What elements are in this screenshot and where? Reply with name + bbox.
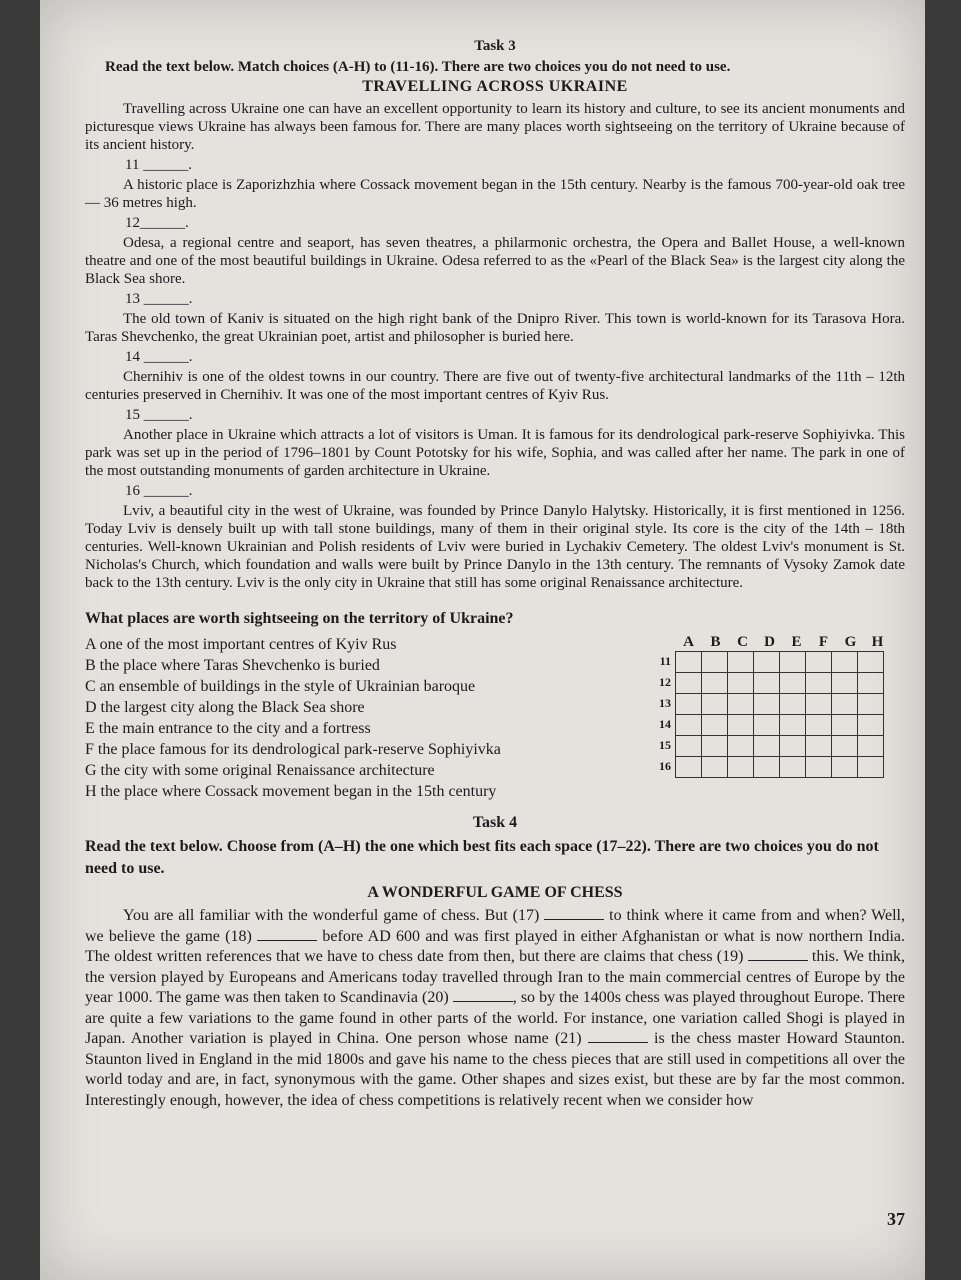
answer-cell[interactable] — [831, 651, 858, 673]
task4-heading: A WONDERFUL GAME OF CHESS — [367, 884, 623, 901]
page-content — [85, 38, 905, 1111]
answer-cell[interactable] — [701, 693, 728, 715]
answer-cell[interactable] — [805, 693, 832, 715]
answer-cell[interactable] — [857, 735, 884, 757]
answer-grid-body — [655, 651, 915, 777]
grid-col-a: A — [683, 634, 694, 650]
answer-cell[interactable] — [857, 672, 884, 694]
grid-row-number: 16 — [659, 759, 671, 773]
choice-c: C an ensemble of buildings in the style of Ukrainian baroque — [85, 678, 476, 695]
answer-cell[interactable] — [727, 651, 754, 673]
choice-f: F the place famous for its dendrological park-reserve Sophiyivka — [85, 741, 501, 758]
grid-row-number: 14 — [659, 717, 671, 731]
gap-20-blank[interactable] — [453, 989, 513, 1002]
paragraph-12: Odesa, a regional centre and seaport, has seven theatres, a philarmonic orchestra, the Opera and Ballet House, a well-known theatre and one of the most beautiful buildings in Ukraine. Odesa referred to as the «Pearl of the Black Sea» is the largest city along the Black Sea shore. — [85, 235, 905, 287]
gap-13: 13 ______. — [125, 291, 193, 307]
answer-cell[interactable] — [727, 693, 754, 715]
chess-segment: You are all familiar with the wonderful game of chess. But (17) — [123, 907, 545, 924]
answer-cell[interactable] — [675, 672, 702, 694]
answer-cell[interactable] — [701, 672, 728, 694]
gap-11: 11 ______. — [125, 157, 192, 173]
page-number: 37 — [887, 1209, 905, 1229]
choice-list — [85, 634, 645, 802]
paragraph-13: The old town of Kaniv is situated on the high right bank of the Dnipro River. This town is world-known for its Tarasova Hora. Taras Shevchenko, the great Ukrainian poet, artist and philosopher is buried here. — [85, 311, 905, 345]
answer-cell[interactable] — [779, 672, 806, 694]
grid-row-number: 12 — [659, 675, 671, 689]
grid-col-h: H — [871, 634, 884, 650]
answer-cell[interactable] — [727, 756, 754, 778]
grid-row-number: 13 — [659, 696, 671, 710]
answer-cell[interactable] — [753, 672, 780, 694]
answer-cell[interactable] — [753, 651, 780, 673]
matching-section — [85, 634, 905, 802]
answer-grid-row — [655, 756, 915, 777]
answer-grid — [655, 634, 915, 777]
answer-grid-row — [655, 651, 915, 672]
answer-cell[interactable] — [727, 714, 754, 736]
task3-title: Task 3 — [474, 38, 516, 54]
gap-19-blank[interactable] — [748, 948, 808, 961]
answer-grid-row — [655, 735, 915, 756]
answer-cell[interactable] — [805, 735, 832, 757]
answer-grid-row — [655, 693, 915, 714]
answer-cell[interactable] — [857, 714, 884, 736]
answer-cell[interactable] — [831, 672, 858, 694]
gap-17-blank[interactable] — [544, 907, 604, 920]
answer-cell[interactable] — [805, 672, 832, 694]
answer-cell[interactable] — [701, 735, 728, 757]
answer-cell[interactable] — [779, 693, 806, 715]
answer-cell[interactable] — [779, 735, 806, 757]
answer-cell[interactable] — [857, 651, 884, 673]
task3-question: What places are worth sightseeing on the territory of Ukraine? — [85, 610, 514, 627]
choice-h: H the place where Cossack movement began in the 15th century — [85, 783, 497, 800]
gap-16: 16 ______. — [125, 483, 193, 499]
answer-cell[interactable] — [675, 735, 702, 757]
choice-b: B the place where Taras Shevchenko is buried — [85, 657, 380, 674]
answer-cell[interactable] — [753, 714, 780, 736]
task3-instruction: Read the text below. Match choices (A-H) to (11-16). There are two choices you do not need to use. — [105, 59, 731, 75]
answer-grid-header — [675, 634, 915, 651]
task4-instruction: Read the text below. Choose from (A–H) the one which best fits each space (17–22). There are two choices you do not need to use. — [85, 838, 879, 877]
answer-cell[interactable] — [727, 735, 754, 757]
gap-14: 14 ______. — [125, 349, 193, 365]
answer-cell[interactable] — [753, 693, 780, 715]
answer-cell[interactable] — [701, 756, 728, 778]
answer-cell[interactable] — [831, 756, 858, 778]
choice-g: G the city with some original Renaissance architecture — [85, 762, 435, 779]
answer-cell[interactable] — [805, 756, 832, 778]
paragraph-15: Another place in Ukraine which attracts a lot of visitors is Uman. It is famous for its dendrological park-reserve Sophiyivka. This park was set up in the period of 1796–1801 by Count Pototsky for his wife, Sophia, and was called after her name. The park in one of the most outstanding monuments of garden architecture in Ukraine. — [85, 427, 905, 479]
gap-12: 12______. — [125, 215, 189, 231]
answer-cell[interactable] — [675, 693, 702, 715]
grid-col-e: E — [791, 634, 802, 650]
gap-15: 15 ______. — [125, 407, 193, 423]
gap-18-blank[interactable] — [257, 928, 317, 941]
answer-cell[interactable] — [675, 756, 702, 778]
gap-21-blank[interactable] — [588, 1030, 648, 1043]
paragraph-16: Lviv, a beautiful city in the west of Ukraine, was founded by Prince Danylo Halytsky. Historically, it is first mentioned in 1256. Today Lviv is densely built up with tall stone buildings, many of them in their original style. Its core is the city of the 14th – 18th centuries. Well-known Ukrainian and Polish residents of Lviv were buried in Lychakiv Cemetery. The oldest Lviv's monument is St. Nicholas's Church, which foundation and walls were built by Prince Danylo in the 13th century. The remnants of Vysoky Zamok date back to the 13th century. Lviv is the only city in Ukraine that still has some original Renaissance architecture. — [85, 503, 905, 591]
answer-cell[interactable] — [779, 651, 806, 673]
answer-cell[interactable] — [857, 693, 884, 715]
answer-cell[interactable] — [727, 672, 754, 694]
chess-segment: this. We think, the version played by Europeans and Americans today travelled through Iran to the main commercial centres of Europe by the year 1000. The game was then taken to Scandinavia (20) — [85, 948, 906, 1006]
answer-cell[interactable] — [805, 651, 832, 673]
grid-col-d: D — [764, 634, 775, 650]
answer-cell[interactable] — [831, 735, 858, 757]
answer-cell[interactable] — [701, 651, 728, 673]
answer-grid-row — [655, 672, 915, 693]
answer-cell[interactable] — [753, 756, 780, 778]
task3-intro: Travelling across Ukraine one can have an excellent opportunity to learn its history and culture, to see its ancient monuments and picturesque views Ukraine has always been famous for. There are many places worth sightseeing on the territory of Ukraine because of its ancient history. — [85, 101, 905, 153]
paragraph-14: Chernihiv is one of the oldest towns in our country. There are five out of twenty-five architectural landmarks of the 11th – 12th centuries preserved in Chernihiv. It was one of the most important centres of Kyiv Rus. — [85, 369, 905, 403]
grid-col-f: F — [818, 634, 829, 650]
answer-cell[interactable] — [831, 693, 858, 715]
choice-a: A one of the most important centres of Kyiv Rus — [85, 636, 397, 653]
answer-cell[interactable] — [675, 714, 702, 736]
answer-cell[interactable] — [701, 714, 728, 736]
chess-paragraph — [85, 906, 905, 1111]
answer-cell[interactable] — [831, 714, 858, 736]
choice-e: E the main entrance to the city and a fortress — [85, 720, 371, 737]
chess-segment: , so by the 1400s chess was played throughout Europe. There are quite a few variations to the game found in other parts of the world. For instance, one variation called Shogi is played in Japan. Another variation is played in China. One person whose name (21) — [85, 989, 906, 1047]
task4-title: Task 4 — [472, 814, 518, 831]
chess-segment: is the chess master Howard Staunton. Staunton lived in England in the mid 1800s and gave his name to the chess pieces that are still used in competitions all over the world today and are, in fact, synonymous with the game. Other shapes and sizes exist, but these are by far the most common. Interestingly enough, however, the idea of chess competitions is relatively recent when we consider how — [85, 1030, 906, 1109]
answer-grid-row — [655, 714, 915, 735]
grid-row-number: 11 — [659, 654, 671, 668]
grid-col-b: B — [710, 634, 721, 650]
task3-heading: TRAVELLING ACROSS UKRAINE — [362, 78, 628, 95]
answer-cell[interactable] — [675, 651, 702, 673]
chess-segment: before AD 600 and was first played in either Afghanistan or what is now northern India. The oldest written references that we have to chess date from then, but there are claims that chess (19) — [85, 927, 905, 965]
book-page — [40, 0, 925, 1280]
paragraph-11: A historic place is Zaporizhzhia where Cossack movement began in the 15th century. Nearby is the famous 700-year-old oak tree — 36 metres high. — [85, 177, 905, 211]
answer-cell[interactable] — [857, 756, 884, 778]
grid-row-number: 15 — [659, 738, 671, 752]
answer-cell[interactable] — [779, 756, 806, 778]
choice-d: D the largest city along the Black Sea shore — [85, 699, 365, 716]
answer-cell[interactable] — [753, 735, 780, 757]
chess-text — [85, 906, 905, 1111]
answer-cell[interactable] — [805, 714, 832, 736]
chess-segment: to think where it came from and when? Well, we believe the game (18) — [85, 907, 905, 945]
grid-col-c: C — [737, 634, 748, 650]
answer-cell[interactable] — [779, 714, 806, 736]
grid-col-g: G — [844, 634, 857, 650]
